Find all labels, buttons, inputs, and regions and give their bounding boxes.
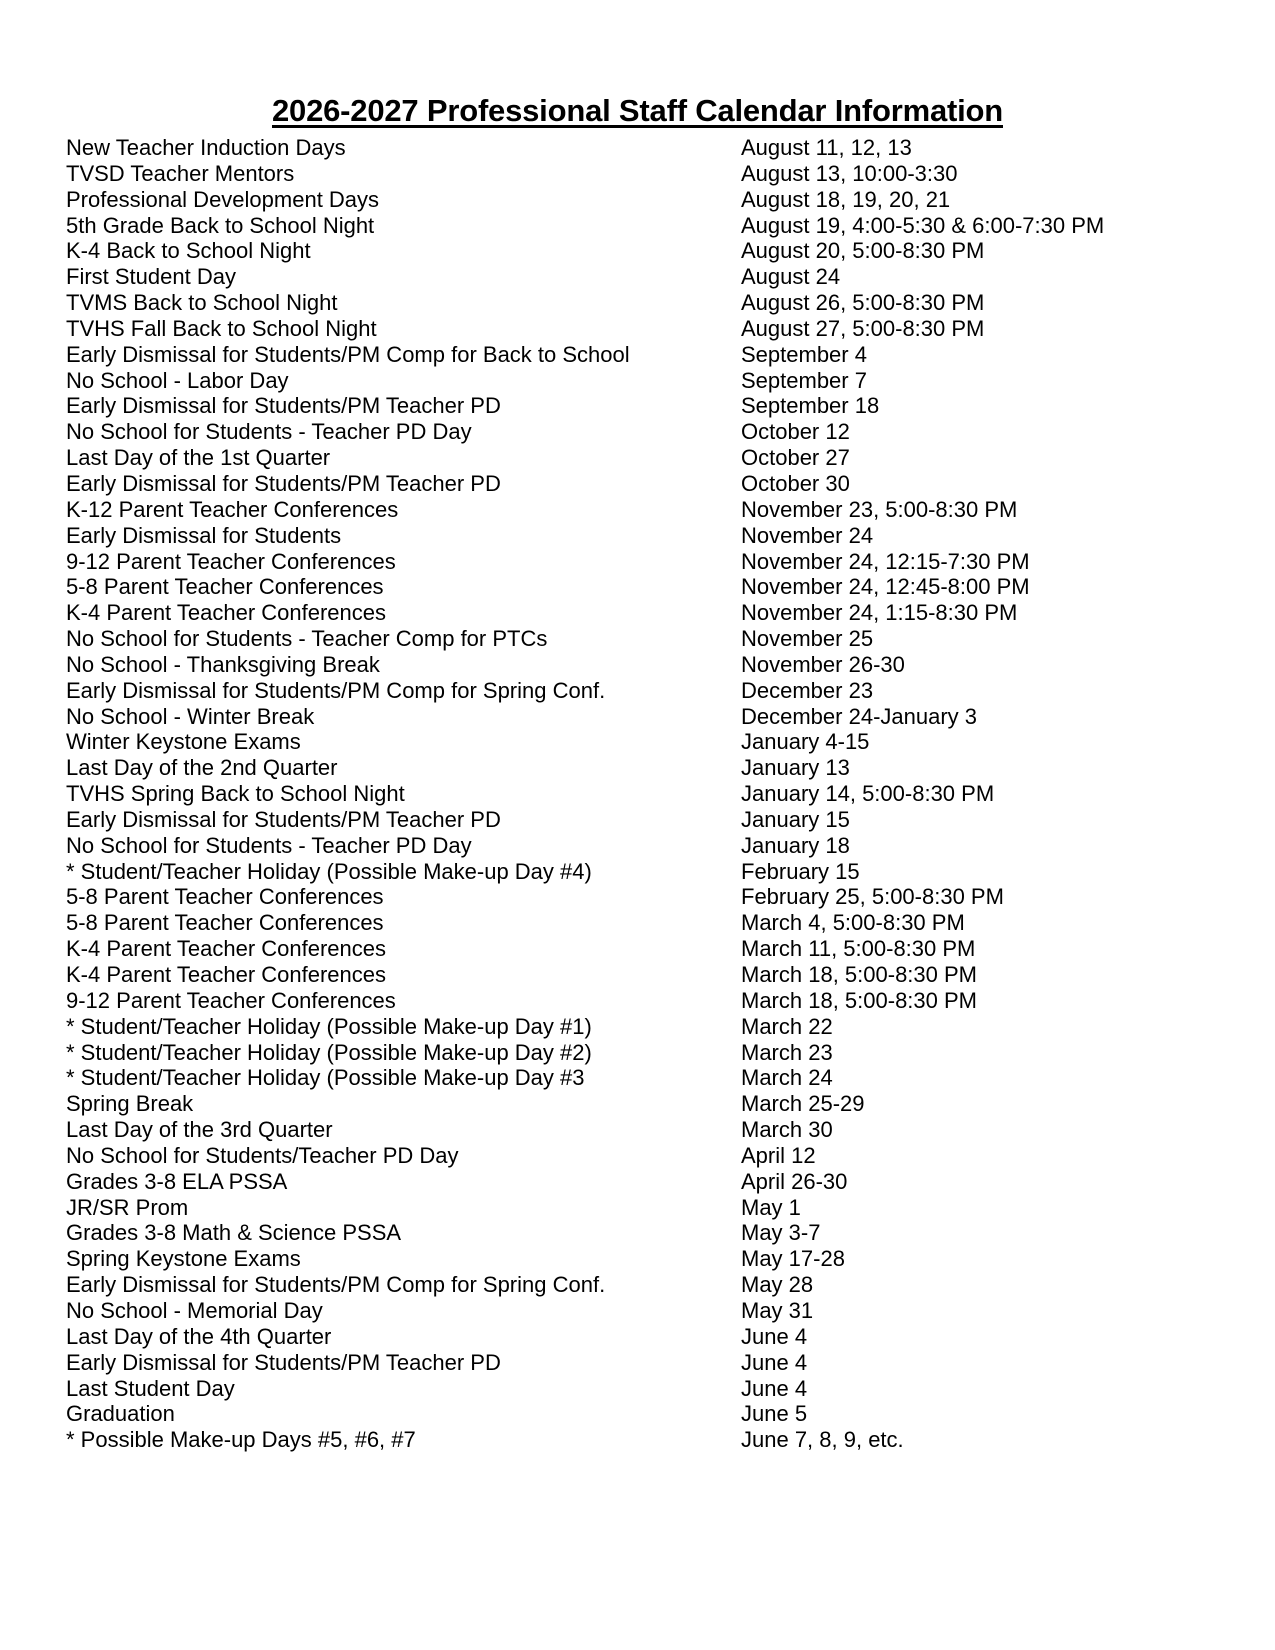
event-name: * Student/Teacher Holiday (Possible Make-up Day #3	[66, 1065, 585, 1091]
event-name: * Student/Teacher Holiday (Possible Make-up Day #4)	[66, 858, 592, 884]
calendar-row	[0, 238, 1275, 264]
event-name: * Student/Teacher Holiday (Possible Make-up Day #2)	[66, 1039, 592, 1065]
event-name: * Possible Make-up Days #5, #6, #7	[66, 1427, 416, 1453]
event-name: K-4 Parent Teacher Conferences	[66, 962, 386, 987]
event-date: August 13, 10:00-3:30	[741, 160, 958, 186]
event-date: March 30	[741, 1117, 833, 1143]
event-date: February 15	[741, 858, 860, 884]
calendar-row	[0, 1298, 1275, 1324]
event-date: October 27	[741, 445, 850, 471]
event-name: Spring Keystone Exams	[66, 1246, 301, 1272]
event-name: JR/SR Prom	[66, 1194, 189, 1220]
calendar-row	[0, 859, 1275, 885]
event-date: January 18	[741, 832, 850, 858]
event-name: No School - Memorial Day	[66, 1297, 323, 1323]
event-date: September 18	[741, 393, 880, 419]
event-name: No School for Students - Teacher Comp for PTCs	[66, 626, 548, 652]
calendar-row	[0, 781, 1275, 807]
calendar-row	[0, 884, 1275, 910]
event-date: November 24, 12:15-7:30 PM	[741, 548, 1030, 574]
event-date: December 23	[741, 677, 874, 703]
calendar-row	[0, 988, 1275, 1014]
event-name: No School - Thanksgiving Break	[66, 651, 380, 677]
calendar-row	[0, 626, 1275, 652]
calendar-row	[0, 1272, 1275, 1298]
event-name: Graduation	[66, 1401, 175, 1427]
calendar-row	[0, 807, 1275, 833]
event-name: Early Dismissal for Students/PM Comp for Spring Conf.	[66, 677, 606, 703]
event-name: Early Dismissal for Students	[66, 522, 342, 548]
calendar-row	[0, 419, 1275, 445]
event-date: August 24	[741, 264, 841, 290]
calendar-row	[0, 1376, 1275, 1402]
event-date: April 26-30	[741, 1168, 848, 1194]
page-title: 2026-2027 Professional Staff Calendar Information	[272, 92, 1003, 128]
calendar-row	[0, 936, 1275, 962]
event-date: September 4	[741, 341, 867, 367]
calendar-row	[0, 704, 1275, 730]
event-name: * Student/Teacher Holiday (Possible Make-up Day #1)	[66, 1013, 592, 1039]
event-date: November 26-30	[741, 651, 905, 677]
event-name: 9-12 Parent Teacher Conferences	[66, 987, 396, 1013]
calendar-row	[0, 264, 1275, 290]
event-date: April 12	[741, 1142, 816, 1168]
event-name: Grades 3-8 Math & Science PSSA	[66, 1220, 402, 1246]
calendar-row	[0, 574, 1275, 600]
event-date: January 4-15	[741, 729, 870, 755]
event-name: Last Day of the 2nd Quarter	[66, 755, 338, 781]
calendar-row	[0, 962, 1275, 988]
event-name: Spring Break	[66, 1091, 194, 1117]
event-name: Early Dismissal for Students/PM Teacher PD	[66, 470, 501, 496]
event-name: Early Dismissal for Students/PM Teacher PD	[66, 806, 501, 832]
event-date: January 15	[741, 806, 850, 832]
event-name: Early Dismissal for Students/PM Teacher PD	[66, 393, 501, 419]
event-name: K-4 Back to School Night	[66, 238, 311, 264]
calendar-row	[0, 1169, 1275, 1195]
event-name: TVHS Fall Back to School Night	[66, 315, 377, 341]
calendar-row	[0, 187, 1275, 213]
event-name: New Teacher Induction Days	[66, 135, 346, 160]
event-name: TVHS Spring Back to School Night	[66, 781, 405, 807]
event-date: May 31	[741, 1297, 814, 1323]
event-date: June 7, 8, 9, etc.	[741, 1427, 904, 1453]
event-name: No School - Labor Day	[66, 367, 289, 393]
event-date: November 24, 1:15-8:30 PM	[741, 600, 1018, 626]
event-name: K-4 Parent Teacher Conferences	[66, 600, 386, 626]
event-name: Last Day of the 1st Quarter	[66, 445, 331, 471]
calendar-row	[0, 393, 1275, 419]
calendar-row	[0, 1143, 1275, 1169]
calendar-row	[0, 497, 1275, 523]
event-name: Winter Keystone Exams	[66, 729, 301, 755]
event-name: No School for Students/Teacher PD Day	[66, 1142, 459, 1168]
event-date: March 11, 5:00-8:30 PM	[741, 936, 976, 962]
calendar-row	[0, 1065, 1275, 1091]
event-date: November 24, 12:45-8:00 PM	[741, 574, 1030, 600]
event-name: 5-8 Parent Teacher Conferences	[66, 884, 384, 910]
calendar-row	[0, 1401, 1275, 1427]
event-name: 5-8 Parent Teacher Conferences	[66, 910, 384, 936]
event-name: Last Day of the 3rd Quarter	[66, 1117, 333, 1143]
calendar-row	[0, 755, 1275, 781]
calendar-row	[0, 445, 1275, 471]
event-date: March 22	[741, 1013, 833, 1039]
calendar-row	[0, 368, 1275, 394]
event-date: October 12	[741, 419, 850, 445]
event-date: March 4, 5:00-8:30 PM	[741, 910, 965, 936]
calendar-row	[0, 1091, 1275, 1117]
calendar-row	[0, 1040, 1275, 1066]
event-date: June 4	[741, 1375, 808, 1401]
event-name: No School - Winter Break	[66, 703, 315, 729]
event-name: First Student Day	[66, 264, 236, 290]
calendar-row	[0, 1427, 1275, 1453]
event-date: August 20, 5:00-8:30 PM	[741, 238, 985, 264]
event-name: Professional Development Days	[66, 186, 380, 212]
calendar-row	[0, 161, 1275, 187]
event-name: No School for Students - Teacher PD Day	[66, 832, 472, 858]
event-name: Early Dismissal for Students/PM Teacher PD	[66, 1349, 501, 1375]
calendar-row	[0, 549, 1275, 575]
calendar-row	[0, 1117, 1275, 1143]
calendar-row	[0, 652, 1275, 678]
event-name: 5-8 Parent Teacher Conferences	[66, 574, 384, 600]
event-date: December 24-January 3	[741, 703, 978, 729]
calendar-row	[0, 1220, 1275, 1246]
event-name: 5th Grade Back to School Night	[66, 212, 375, 238]
calendar-row	[0, 1195, 1275, 1221]
calendar-row	[0, 833, 1275, 859]
calendar-row	[0, 678, 1275, 704]
event-date: October 30	[741, 470, 850, 496]
calendar-row	[0, 135, 1275, 161]
calendar-row	[0, 1246, 1275, 1272]
event-name: K-4 Parent Teacher Conferences	[66, 936, 386, 962]
event-date: November 23, 5:00-8:30 PM	[741, 496, 1018, 522]
event-date: November 25	[741, 626, 874, 652]
calendar-row	[0, 910, 1275, 936]
event-date: May 3-7	[741, 1220, 821, 1246]
event-date: May 28	[741, 1272, 814, 1298]
event-date: May 17-28	[741, 1246, 845, 1272]
calendar-list	[0, 135, 1275, 1453]
event-name: No School for Students - Teacher PD Day	[66, 419, 472, 445]
event-date: August 26, 5:00-8:30 PM	[741, 290, 985, 316]
calendar-row	[0, 342, 1275, 368]
event-name: Early Dismissal for Students/PM Comp for Back to School	[66, 341, 630, 367]
event-date: March 18, 5:00-8:30 PM	[741, 987, 978, 1013]
event-date: February 25, 5:00-8:30 PM	[741, 884, 1004, 910]
calendar-row	[0, 1350, 1275, 1376]
calendar-row	[0, 471, 1275, 497]
calendar-row	[0, 600, 1275, 626]
calendar-row	[0, 290, 1275, 316]
event-name: K-12 Parent Teacher Conferences	[66, 496, 399, 522]
event-date: June 4	[741, 1349, 808, 1375]
event-date: May 1	[741, 1194, 801, 1220]
event-date: August 18, 19, 20, 21	[741, 186, 951, 212]
event-date: June 4	[741, 1323, 808, 1349]
event-date: March 24	[741, 1065, 833, 1091]
calendar-row	[0, 213, 1275, 239]
event-date: March 18, 5:00-8:30 PM	[741, 962, 978, 987]
event-date: November 24	[741, 522, 874, 548]
event-date: September 7	[741, 367, 867, 393]
calendar-row	[0, 316, 1275, 342]
event-name: Last Student Day	[66, 1375, 235, 1401]
event-name: TVMS Back to School Night	[66, 290, 338, 316]
event-name: TVSD Teacher Mentors	[66, 160, 295, 186]
event-name: Grades 3-8 ELA PSSA	[66, 1168, 288, 1194]
event-name: 9-12 Parent Teacher Conferences	[66, 548, 396, 574]
event-name: Early Dismissal for Students/PM Comp for Spring Conf.	[66, 1272, 606, 1298]
calendar-row	[0, 523, 1275, 549]
event-date: August 27, 5:00-8:30 PM	[741, 315, 985, 341]
event-date: March 25-29	[741, 1091, 865, 1117]
calendar-row	[0, 729, 1275, 755]
calendar-row	[0, 1014, 1275, 1040]
event-date: August 11, 12, 13	[741, 135, 912, 160]
calendar-row	[0, 1324, 1275, 1350]
event-date: January 14, 5:00-8:30 PM	[741, 781, 995, 807]
event-date: June 5	[741, 1401, 808, 1427]
event-date: March 23	[741, 1039, 833, 1065]
event-name: Last Day of the 4th Quarter	[66, 1323, 332, 1349]
event-date: January 13	[741, 755, 850, 781]
event-date: August 19, 4:00-5:30 & 6:00-7:30 PM	[741, 212, 1105, 238]
